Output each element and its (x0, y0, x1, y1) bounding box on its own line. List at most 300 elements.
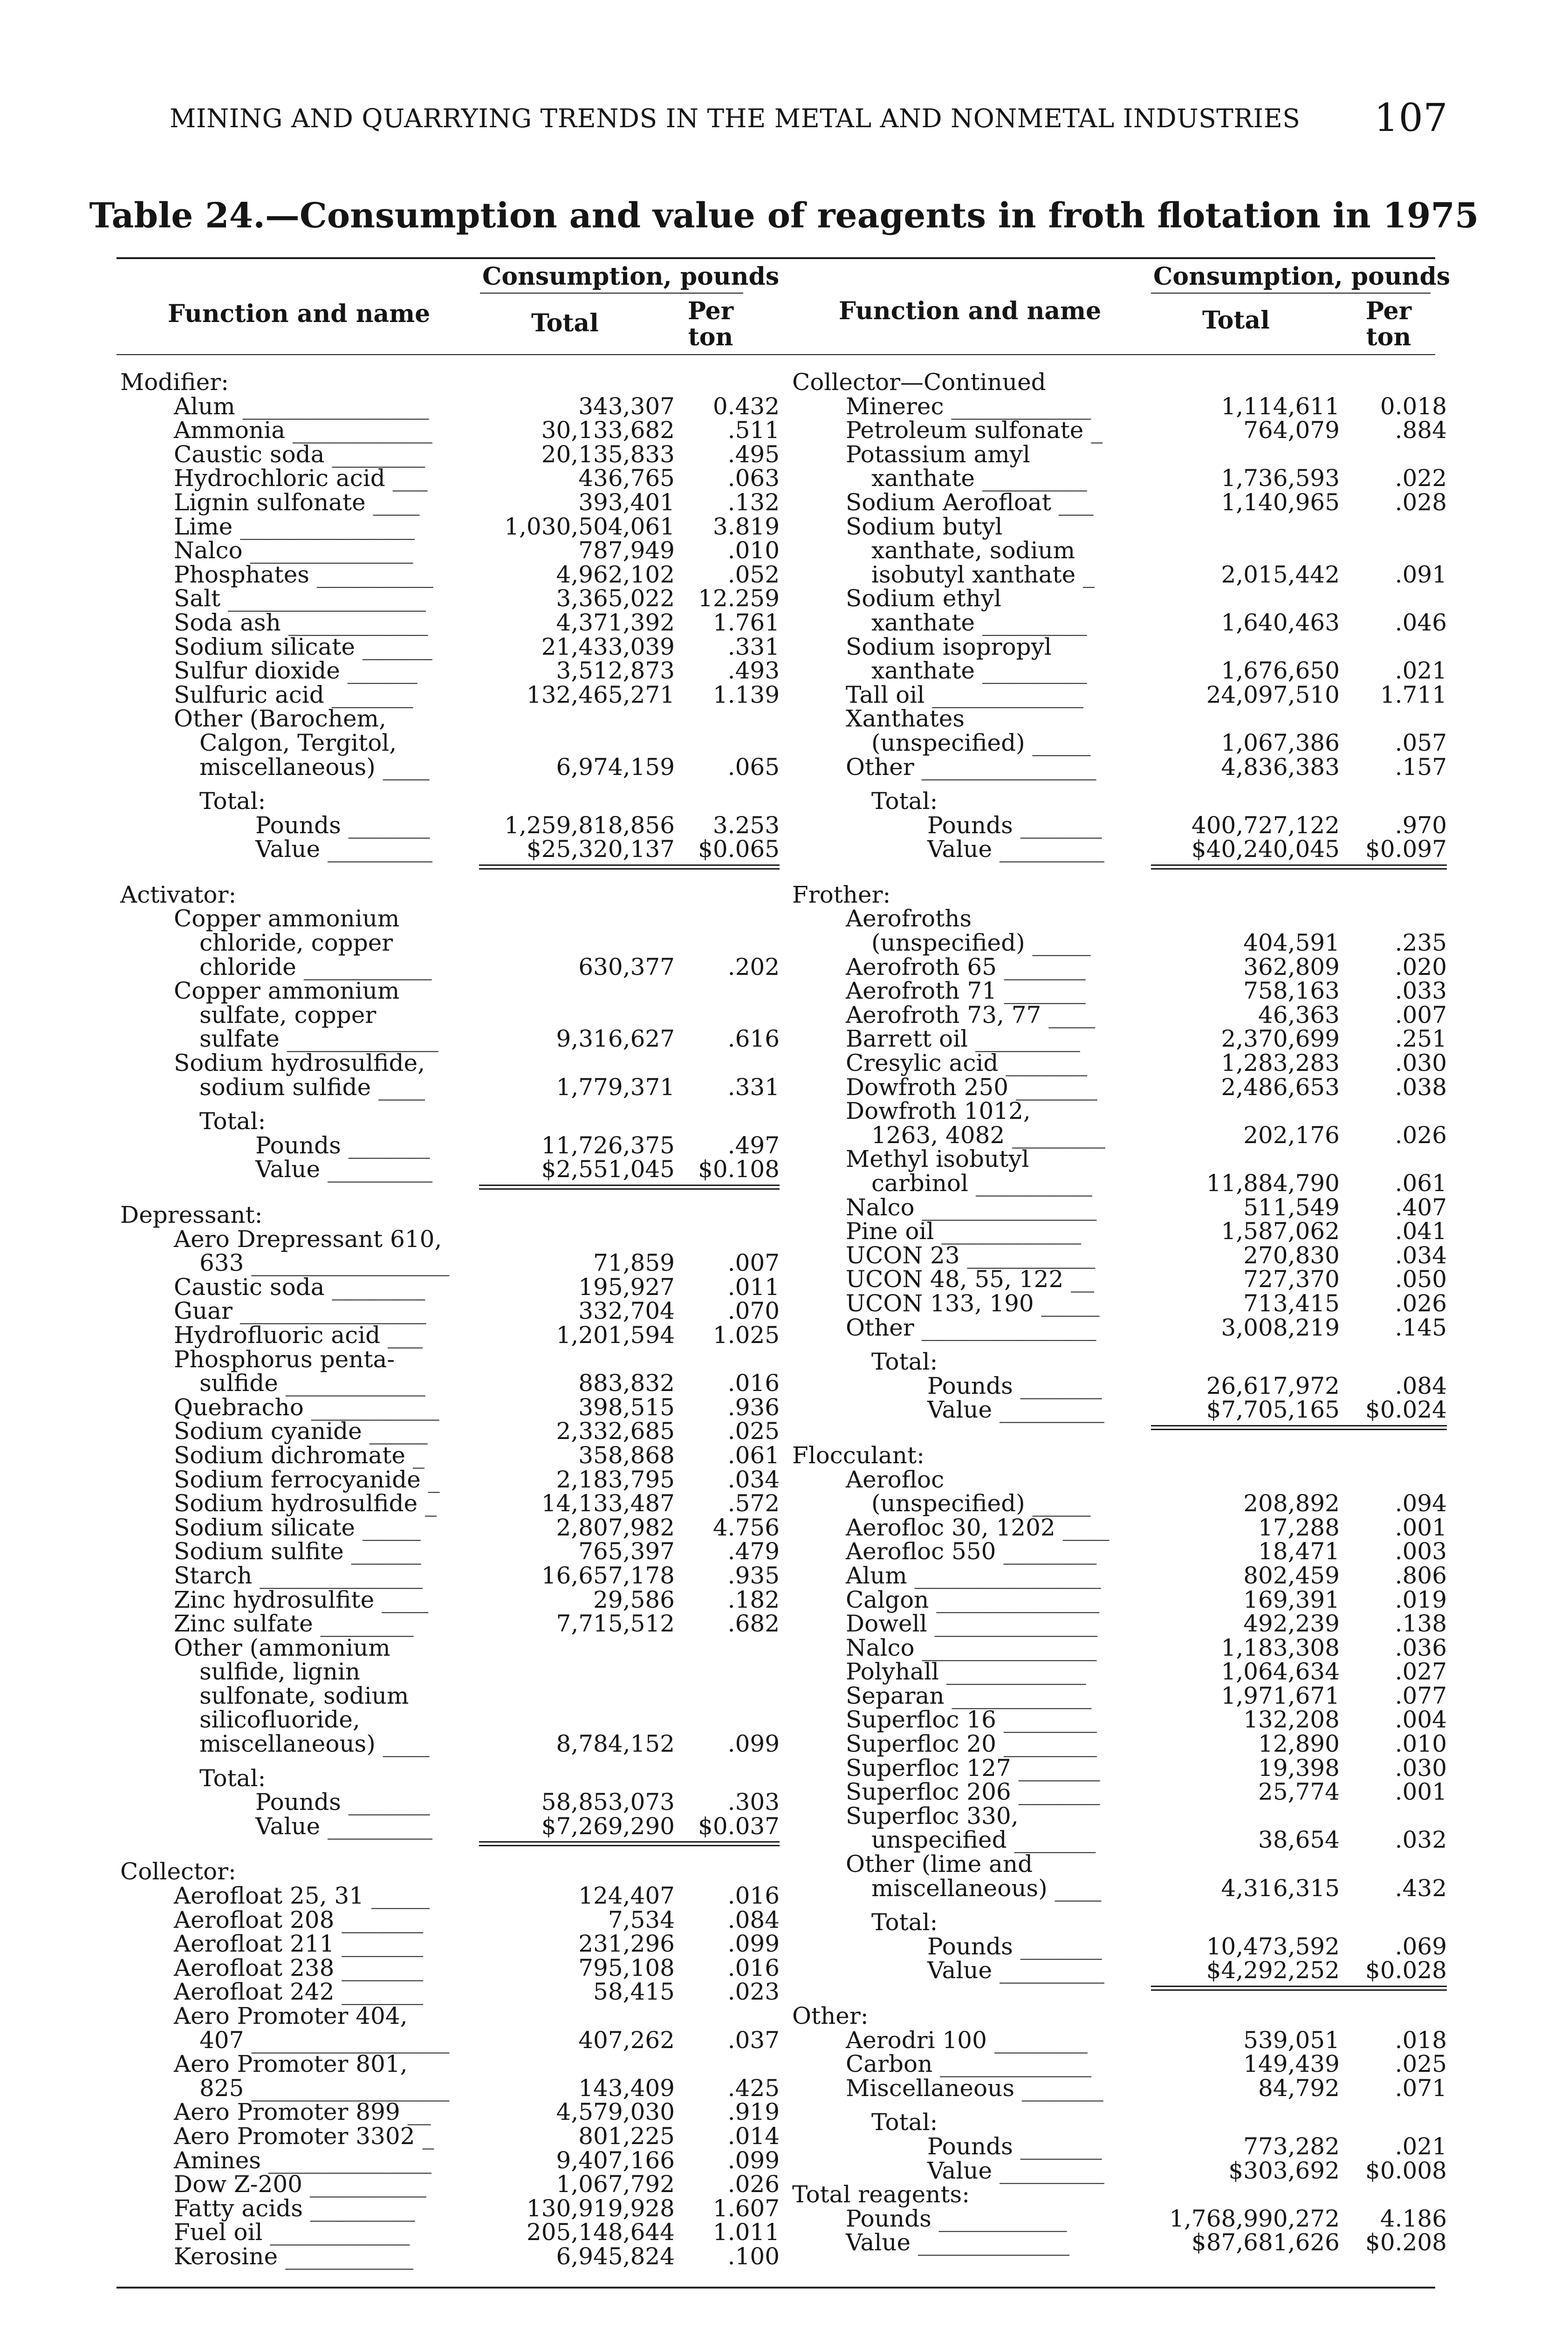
table-row (120, 488, 780, 516)
row-label: chloride, copper (199, 929, 393, 957)
table-row (120, 1393, 780, 1421)
per-ton-value: .065 (727, 753, 780, 781)
row-label: Flocculant: (792, 1441, 924, 1469)
row-label: Sodium cyanide _____ (174, 1418, 428, 1445)
row-label: Other (lime and (846, 1850, 1033, 1878)
table-row (120, 370, 745, 395)
row-label: Sodium hydrosulfide, (174, 1049, 425, 1077)
table-row (792, 883, 1435, 907)
total-value: 1,140,965 (1221, 488, 1340, 516)
per-ton-value: .099 (727, 1730, 780, 1758)
row-label: Salt _________________ (174, 585, 426, 612)
row-label: Aerofroth 73, 77 ____ (846, 1001, 1096, 1028)
table-row (120, 907, 745, 931)
per-ton-value: .970 (1395, 811, 1447, 839)
per-ton-value: $0.037 (698, 1812, 780, 1840)
row-label: xanthate _________ (871, 609, 1087, 636)
total-value: 765,397 (578, 1538, 675, 1565)
table-row (120, 1812, 780, 1840)
per-ton-value: .511 (727, 417, 780, 444)
table-row (120, 1156, 780, 1183)
total-double-rule (120, 1838, 745, 1850)
total-value: 1,283,283 (1221, 1049, 1340, 1077)
table-row (792, 707, 1435, 731)
table-row (792, 1874, 1447, 1902)
per-ton-value: .001 (1395, 1778, 1447, 1806)
total-value: 393,401 (578, 488, 675, 516)
per-ton-value: .023 (727, 1978, 780, 2006)
row-label: Sodium silicate ______ (174, 633, 432, 660)
row-label: Frother: (792, 881, 891, 908)
row-label: xanthate, sodium (871, 537, 1075, 564)
left-consumption-header: Consumption, pounds (482, 262, 780, 291)
left-function-header: Function and name (168, 300, 431, 328)
total-value: 6,974,159 (556, 753, 675, 781)
table-row (120, 1370, 780, 1397)
total-value: 404,591 (1243, 929, 1340, 957)
row-label: Aero Drepressant 610, (174, 1225, 442, 1253)
total-value: 208,892 (1243, 1490, 1340, 1517)
table-row (792, 1147, 1435, 1172)
table-row (792, 587, 1435, 611)
table-row (120, 1906, 780, 1933)
total-value: 758,163 (1243, 977, 1340, 1005)
table-row (120, 1954, 780, 1981)
table-row (792, 392, 1447, 420)
total-value: 12,890 (1258, 1730, 1340, 1758)
table-row (792, 2132, 1447, 2160)
table-row (792, 1778, 1447, 1806)
total-value: 1,640,463 (1221, 609, 1340, 636)
table-top-rule (116, 257, 1435, 259)
per-ton-value: .331 (727, 1073, 780, 1101)
row-label: Aero Promoter 899 __ (174, 2098, 431, 2126)
table-row (792, 1396, 1447, 1424)
table-row (120, 1321, 780, 1349)
per-ton-value: .026 (727, 2171, 780, 2198)
per-ton-value: .182 (727, 1586, 780, 1613)
total-value: 2,370,699 (1221, 1025, 1340, 1053)
total-value: 58,853,073 (541, 1789, 675, 1816)
per-ton-value: 1.711 (1380, 681, 1447, 708)
table-row (792, 1754, 1447, 1782)
table-row (120, 633, 780, 660)
per-ton-value: .479 (727, 1538, 780, 1565)
per-ton-value: .235 (1395, 929, 1447, 957)
total-value: 25,774 (1258, 1778, 1340, 1806)
row-label: Aero Promoter 3302 _ (174, 2122, 434, 2150)
per-ton-value: .004 (1395, 1706, 1447, 1734)
row-label: Cresylic acid _______ (846, 1049, 1088, 1077)
right-perton-header: Per ton (1365, 297, 1412, 351)
table-row (120, 2171, 780, 2198)
row-label: Calgon ______________ (846, 1586, 1100, 1613)
table-row (120, 2004, 745, 2028)
table-row (120, 1708, 745, 1732)
total-value: 21,433,039 (541, 633, 675, 660)
per-ton-value: .138 (1395, 1610, 1447, 1638)
per-ton-value: $0.208 (1365, 2229, 1447, 2256)
per-ton-value: .077 (1395, 1682, 1447, 1709)
table-row (120, 2219, 780, 2246)
total-value: $87,681,626 (1191, 2229, 1340, 2256)
row-label: Other _______________ (846, 1314, 1096, 1341)
rule-line (1151, 1429, 1447, 1430)
table-row (792, 1634, 1447, 1661)
row-label: Nalco ______________ (174, 537, 413, 564)
row-label: silicofluoride, (199, 1706, 360, 1734)
table-row (792, 977, 1447, 1005)
table-row (120, 1466, 780, 1493)
per-ton-value: .028 (1395, 488, 1447, 516)
total-double-rule (120, 1182, 745, 1193)
row-label: Depressant: (120, 1201, 263, 1228)
per-ton-value: .572 (727, 1490, 780, 1517)
row-label: Methyl isobutyl (846, 1145, 1029, 1173)
row-label: Aerofroth 71 _______ (846, 977, 1086, 1005)
rule-line (1151, 868, 1447, 870)
row-label: Hydrofluoric acid ___ (174, 1321, 423, 1349)
row-label: Pounds _______ (255, 811, 430, 839)
table-bottom-rule (116, 2287, 1435, 2289)
table-row (792, 635, 1435, 659)
table-row (792, 370, 1435, 395)
per-ton-value: .021 (1395, 2132, 1447, 2160)
table-row (120, 1073, 780, 1101)
table-row (792, 561, 1447, 588)
row-label: Aerofloat 242 _______ (174, 1978, 424, 2006)
row-label: Sodium hydrosulfide _ (174, 1490, 437, 1517)
row-label: Copper ammonium (174, 977, 400, 1005)
per-ton-value: .026 (1395, 1289, 1447, 1317)
right-function-header: Function and name (839, 297, 1102, 325)
row-label: Sodium butyl (846, 513, 1003, 540)
total-value: 3,512,873 (556, 657, 675, 685)
table-row (120, 1586, 780, 1613)
table-row (792, 836, 1447, 863)
table-row (792, 515, 1435, 539)
rule-line (1151, 1425, 1447, 1426)
total-value: 7,534 (608, 1906, 675, 1933)
per-ton-value: .034 (727, 1466, 780, 1493)
table-row (792, 2074, 1447, 2102)
per-ton-value: .003 (1395, 1538, 1447, 1565)
table-row (792, 1706, 1447, 1734)
table-row (120, 1110, 745, 1134)
table-row (792, 465, 1447, 492)
left-consumption-underline (480, 293, 743, 294)
table-row (120, 979, 745, 1003)
row-label: Superfloc 20 ________ (846, 1730, 1097, 1758)
per-ton-value: $0.108 (698, 1156, 780, 1183)
per-ton-value: .202 (727, 953, 780, 980)
total-value: 38,654 (1258, 1826, 1340, 1854)
row-label: Phosphates __________ (174, 561, 433, 588)
row-label: Kerosine ___________ (174, 2242, 413, 2270)
row-label: Sulfur dioxide ______ (174, 657, 418, 685)
row-label: chloride ___________ (199, 953, 432, 980)
total-value: 400,727,122 (1191, 811, 1340, 839)
rule-line (1151, 1986, 1447, 1987)
per-ton-value: .251 (1395, 1025, 1447, 1053)
total-value: 24,097,510 (1206, 681, 1340, 708)
table-row (120, 561, 780, 588)
table-row (792, 907, 1435, 931)
per-ton-value: .919 (727, 2098, 780, 2126)
table-row (120, 753, 780, 781)
table-row (792, 1001, 1447, 1028)
row-label: sulfate _____________ (199, 1025, 438, 1053)
total-value: 8,784,152 (556, 1730, 675, 1758)
per-ton-value: 1.139 (712, 681, 780, 708)
per-ton-value: .036 (1395, 1634, 1447, 1661)
per-ton-value: .884 (1395, 417, 1447, 444)
total-value: 16,657,178 (541, 1562, 675, 1589)
table-row (792, 1658, 1447, 1686)
per-ton-value: .007 (727, 1249, 780, 1277)
total-value: 205,148,644 (526, 2219, 675, 2246)
total-value: 407,262 (578, 2026, 675, 2054)
table-row (120, 1418, 780, 1445)
table-row (120, 1730, 780, 1758)
table-row (792, 657, 1447, 685)
table-row (792, 1538, 1447, 1565)
total-value: $25,320,137 (526, 836, 675, 863)
row-label: Separan ____________ (846, 1682, 1092, 1709)
row-label: Starch ______________ (174, 1562, 423, 1589)
table-row (792, 1468, 1435, 1492)
total-value: 1,030,504,061 (504, 513, 675, 540)
row-label: Alum ________________ (174, 392, 429, 420)
total-value: 9,407,166 (556, 2146, 675, 2174)
per-ton-value: .025 (727, 1418, 780, 1445)
row-label: Value _________ (255, 1156, 433, 1183)
row-label: Fatty acids _________ (174, 2194, 415, 2222)
row-label: sulfide, lignin (199, 1658, 360, 1686)
running-head-text: MINING AND QUARRYING TRENDS IN THE METAL AND NONMETAL INDUSTRIES (170, 103, 1301, 133)
row-label: miscellaneous) ____ (199, 1730, 430, 1758)
row-label: Sodium dichromate _ (174, 1441, 425, 1469)
per-ton-value: .046 (1395, 609, 1447, 636)
per-ton-value: .025 (1395, 2050, 1447, 2078)
page-number: 107 (1374, 96, 1448, 140)
total-value: 1,779,371 (556, 1073, 675, 1101)
table-row (120, 2098, 780, 2126)
table-row (120, 657, 780, 685)
row-label: Total: (871, 1348, 938, 1376)
row-label: Sodium silicate _____ (174, 1514, 421, 1541)
total-value: 29,586 (593, 1586, 675, 1613)
right-total-header: Total (1202, 306, 1270, 335)
row-label: Hydrochloric acid ___ (174, 465, 428, 492)
total-value: 883,832 (578, 1370, 675, 1397)
per-ton-value: 0.432 (712, 392, 780, 420)
row-label: Minerec ____________ (846, 392, 1091, 420)
total-value: 362,809 (1243, 953, 1340, 980)
total-value: $303,692 (1228, 2157, 1340, 2184)
table-row (120, 1538, 780, 1565)
table-row (120, 681, 780, 708)
per-ton-value: .052 (727, 561, 780, 588)
table-row (792, 1241, 1447, 1269)
total-value: 231,296 (578, 1930, 675, 1958)
row-label: 633 _________________ (199, 1249, 450, 1277)
rule-line (479, 1185, 780, 1186)
table-row (120, 1051, 745, 1076)
row-label: Carbon _____________ (846, 2050, 1092, 2078)
row-label: (unspecified) _____ (871, 929, 1091, 957)
row-label: Value _____________ (846, 2229, 1070, 2256)
per-ton-value: .061 (727, 1441, 780, 1469)
row-label: Sodium isopropyl (846, 633, 1052, 660)
row-label: xanthate _________ (871, 465, 1087, 492)
per-ton-value: .070 (727, 1297, 780, 1325)
table-row (120, 1441, 780, 1469)
table-row (120, 1203, 745, 1227)
total-value: 195,927 (578, 1273, 675, 1301)
table-row (120, 1930, 780, 1958)
row-label: Alum ________________ (846, 1562, 1101, 1589)
total-value: 727,370 (1243, 1266, 1340, 1293)
row-label: Tall oil _____________ (846, 681, 1084, 708)
row-label: 825 _________________ (199, 2074, 450, 2102)
per-ton-value: .099 (727, 2146, 780, 2174)
total-double-rule (792, 1422, 1435, 1433)
per-ton-value: .331 (727, 633, 780, 660)
row-label: sulfonate, sodium (199, 1682, 409, 1709)
table-row (792, 417, 1447, 444)
row-label: Polyhall ____________ (846, 1658, 1086, 1686)
table-row (120, 731, 745, 755)
table-row (792, 729, 1447, 756)
total-value: 1,736,593 (1221, 465, 1340, 492)
table-row (120, 1131, 780, 1159)
total-value: 511,549 (1243, 1193, 1340, 1221)
total-value: 436,765 (578, 465, 675, 492)
row-label: sulfate, copper (199, 1001, 377, 1028)
per-ton-value: .682 (727, 1610, 780, 1638)
table-row (792, 1121, 1447, 1149)
table-row (792, 2026, 1447, 2054)
per-ton-value: .303 (727, 1789, 780, 1816)
row-label: miscellaneous) ____ (871, 1874, 1102, 1902)
total-value: 46,363 (1258, 1001, 1340, 1028)
per-ton-value: .034 (1395, 1241, 1447, 1269)
right-column (792, 369, 1447, 2256)
total-value: 17,288 (1258, 1514, 1340, 1541)
table-row (792, 1730, 1447, 1758)
table-row (120, 2242, 780, 2270)
table-row (120, 707, 745, 731)
per-ton-value: .495 (727, 440, 780, 468)
row-label: carbinol __________ (871, 1170, 1092, 1197)
left-column (120, 369, 780, 2270)
row-label: Fuel oil ____________ (174, 2219, 410, 2246)
total-value: 71,859 (593, 1249, 675, 1277)
row-label: Value _________ (927, 1957, 1105, 1984)
per-ton-value: $0.024 (1365, 1396, 1447, 1424)
total-value: 18,471 (1258, 1538, 1340, 1565)
total-value: 2,183,795 (556, 1466, 675, 1493)
total-value: 1,587,062 (1221, 1218, 1340, 1245)
per-ton-value: .019 (1395, 1586, 1447, 1613)
row-label: Total: (199, 1764, 266, 1792)
table-title: Table 24.—Consumption and value of reagents in froth flotation in 1975 (89, 196, 1479, 236)
table-row (792, 1610, 1447, 1638)
table-row (120, 931, 745, 955)
total-value: 1,971,671 (1221, 1682, 1340, 1709)
per-ton-value: 1.607 (712, 2194, 780, 2222)
row-label: Sodium sulfite ______ (174, 1538, 421, 1565)
row-label: Modifier: (120, 369, 229, 396)
total-value: 1,183,308 (1221, 1634, 1340, 1661)
header-bottom-rule (116, 354, 1435, 355)
row-label: Pounds _______ (255, 1131, 430, 1159)
table-row (792, 1170, 1447, 1197)
table-row (792, 1218, 1447, 1245)
total-value: 3,008,219 (1221, 1314, 1340, 1341)
total-value: 20,135,833 (541, 440, 675, 468)
total-value: 795,108 (578, 1954, 675, 1981)
per-ton-value: .030 (1395, 1754, 1447, 1782)
total-value: 132,208 (1243, 1706, 1340, 1734)
per-ton-value: .493 (727, 657, 780, 685)
row-label: isobutyl xanthate _ (871, 561, 1095, 588)
row-label: 407 _________________ (199, 2026, 450, 2054)
per-ton-value: .016 (727, 1954, 780, 1981)
per-ton-value: 1.025 (712, 1321, 780, 1349)
per-ton-value: $0.097 (1365, 836, 1447, 863)
total-value: 1,067,386 (1221, 729, 1340, 756)
total-value: 270,830 (1243, 1241, 1340, 1269)
total-value: 1,114,611 (1221, 392, 1340, 420)
total-value: 773,282 (1243, 2132, 1340, 2160)
per-ton-value: 12.259 (698, 585, 780, 612)
per-ton-value: .084 (1395, 1372, 1447, 1399)
row-label: miscellaneous) ____ (199, 753, 430, 781)
table-row (120, 811, 780, 839)
row-label: Aerofloc 30, 1202 ____ (846, 1514, 1109, 1541)
row-label: Superfloc 206 _______ (846, 1778, 1100, 1806)
table-row (792, 2111, 1435, 2135)
table-row (792, 1514, 1447, 1541)
per-ton-value: .016 (727, 1882, 780, 1910)
per-ton-value: 4.756 (712, 1514, 780, 1541)
row-label: Lignin sulfonate ____ (174, 488, 420, 516)
per-ton-value: 3.253 (712, 811, 780, 839)
per-ton-value: .037 (727, 2026, 780, 2054)
per-ton-value: 4.186 (1380, 2205, 1447, 2232)
per-ton-value: .084 (727, 1906, 780, 1933)
per-ton-value: .007 (1395, 1001, 1447, 1028)
table-row (792, 1933, 1447, 1960)
total-value: 6,945,824 (556, 2242, 675, 2270)
row-label: UCON 23 ___________ (846, 1241, 1096, 1269)
table-row (792, 2183, 1435, 2207)
table-row (120, 1490, 780, 1517)
row-label: Petroleum sulfonate _ (846, 417, 1103, 444)
total-value: 801,225 (578, 2122, 675, 2150)
table-row (120, 1636, 745, 1660)
row-label: Miscellaneous _______ (846, 2074, 1103, 2102)
row-label: Pounds _______ (927, 1933, 1102, 1960)
total-value: 1,201,594 (556, 1321, 675, 1349)
total-value: $4,292,252 (1206, 1957, 1340, 1984)
table-row (120, 1003, 745, 1028)
total-value: 10,473,592 (1206, 1933, 1340, 1960)
total-value: $40,240,045 (1191, 836, 1340, 863)
per-ton-value: .014 (727, 2122, 780, 2150)
